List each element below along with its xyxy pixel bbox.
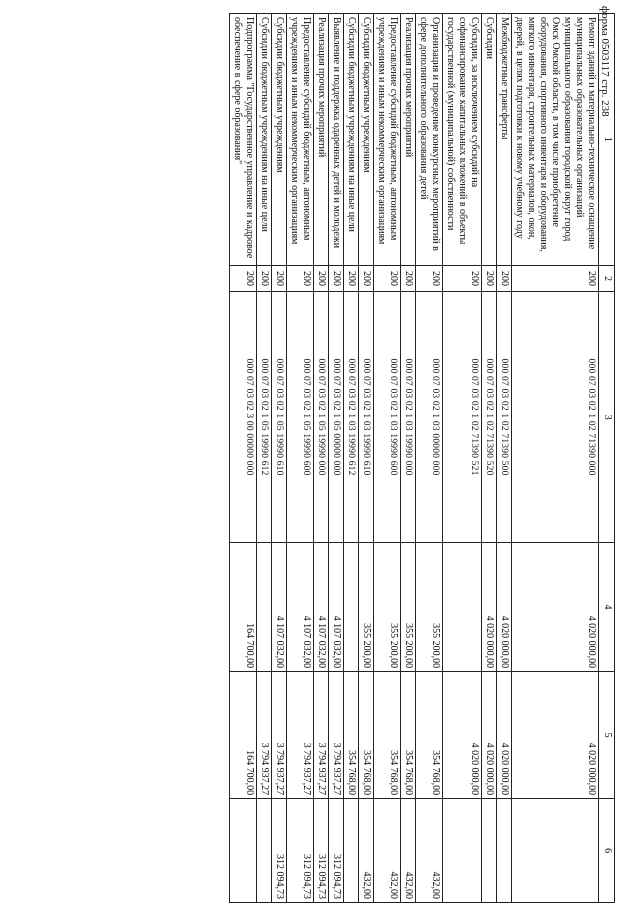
expense-name-cell: Выявление и поддержка одаренных детей и молодежи: [329, 14, 344, 266]
table-row: [314, 14, 329, 903]
unexecuted-amount-cell: [482, 799, 497, 903]
budget-classification-code-cell: 000 07 03 02 1 03 19990 610: [359, 292, 374, 542]
unexecuted-amount-cell: [230, 799, 257, 903]
line-code-cell: 200: [401, 265, 416, 292]
table-row: [374, 14, 401, 903]
table-row: [401, 14, 416, 903]
budget-classification-code-cell: 000 07 03 02 1 05 19990 610: [272, 292, 287, 542]
approved-amount-cell: 4 020 000,00: [512, 542, 599, 671]
approved-amount-cell: 4 020 000,00: [482, 542, 497, 671]
approved-amount-cell: [257, 542, 272, 671]
executed-amount-cell: 354 768,00: [359, 672, 374, 799]
approved-amount-cell: 4 020 000,00: [497, 542, 512, 671]
line-code-cell: 200: [374, 265, 401, 292]
line-code-cell: 200: [314, 265, 329, 292]
column-number: 2: [599, 265, 615, 292]
expense-name-cell: Межбюджетные трансферты: [497, 14, 512, 266]
table-row: [344, 14, 359, 903]
budget-classification-code-cell: 000 07 03 02 1 05 19990 600: [287, 292, 314, 542]
unexecuted-amount-cell: 312 094,73: [287, 799, 314, 903]
expense-name-cell: Реализация прочих мероприятий: [314, 14, 329, 266]
approved-amount-cell: [443, 542, 482, 671]
budget-classification-code-cell: 000 07 03 02 1 02 71390 500: [497, 292, 512, 542]
expense-name-cell: Субсидии, за исключением субсидий на софинансирование капитальных вложений в объекты государственной (муниципальной) собственности: [443, 14, 482, 266]
unexecuted-amount-cell: 432,00: [416, 799, 443, 903]
approved-amount-cell: 164 700,00: [230, 542, 257, 671]
line-code-cell: 200: [287, 265, 314, 292]
line-code-cell: 200: [443, 265, 482, 292]
executed-amount-cell: 354 768,00: [344, 672, 359, 799]
approved-amount-cell: 4 107 032,00: [329, 542, 344, 671]
expense-name-cell: Подпрограмма "Государственное управление и кадровое обеспечение в сфере образования": [230, 14, 257, 266]
column-number: 1: [599, 14, 615, 266]
line-code-cell: 200: [257, 265, 272, 292]
approved-amount-cell: 4 107 032,00: [272, 542, 287, 671]
line-code-cell: 200: [512, 265, 599, 292]
expense-name-cell: Предоставление субсидий бюджетным, автономным учреждениям и иным некоммерческим организациям: [374, 14, 401, 266]
table-row: [512, 14, 599, 903]
expense-name-cell: Реализация прочих мероприятий: [401, 14, 416, 266]
column-number: 4: [599, 542, 615, 671]
unexecuted-amount-cell: [512, 799, 599, 903]
budget-classification-code-cell: 000 07 03 02 1 02 71390 520: [482, 292, 497, 542]
rotated-report-page: [229, 13, 615, 903]
budget-classification-code-cell: 000 07 03 02 1 02 71390 000: [512, 292, 599, 542]
executed-amount-cell: 3 794 937,27: [329, 672, 344, 799]
executed-amount-cell: 4 020 000,00: [497, 672, 512, 799]
line-code-cell: 200: [359, 265, 374, 292]
line-code-cell: 200: [230, 265, 257, 292]
unexecuted-amount-cell: 312 094,73: [314, 799, 329, 903]
column-number: 5: [599, 672, 615, 799]
table-row: [497, 14, 512, 903]
approved-amount-cell: 355 200,00: [359, 542, 374, 671]
table-row: [272, 14, 287, 903]
executed-amount-cell: 354 768,00: [374, 672, 401, 799]
executed-amount-cell: 354 768,00: [416, 672, 443, 799]
unexecuted-amount-cell: 312 094,73: [329, 799, 344, 903]
column-number: 6: [599, 799, 615, 903]
budget-classification-code-cell: 000 07 03 02 3 00 00000 000: [230, 292, 257, 542]
approved-amount-cell: 4 107 032,00: [314, 542, 329, 671]
expense-name-cell: Субсидии бюджетным учреждениям: [359, 14, 374, 266]
expense-name-cell: Субсидии бюджетным учреждениям на иные цели: [344, 14, 359, 266]
budget-classification-code-cell: 000 07 03 02 1 05 00000 000: [329, 292, 344, 542]
column-number: 3: [599, 292, 615, 542]
budget-classification-code-cell: 000 07 03 02 1 05 19990 612: [257, 292, 272, 542]
table-row: [416, 14, 443, 903]
expense-name-cell: Субсидии бюджетным учреждениям: [272, 14, 287, 266]
executed-amount-cell: 4 020 000,00: [482, 672, 497, 799]
table-row: [443, 14, 482, 903]
executed-amount-cell: 3 794 937,27: [272, 672, 287, 799]
line-code-cell: 200: [344, 265, 359, 292]
unexecuted-amount-cell: [497, 799, 512, 903]
line-code-cell: 200: [329, 265, 344, 292]
expense-name-cell: Субсидии: [482, 14, 497, 266]
unexecuted-amount-cell: [344, 799, 359, 903]
table-body: [230, 14, 599, 903]
line-code-cell: 200: [272, 265, 287, 292]
table-row: [329, 14, 344, 903]
executed-amount-cell: 4 020 000,00: [512, 672, 599, 799]
budget-classification-code-cell: 000 07 03 02 1 03 19990 612: [344, 292, 359, 542]
unexecuted-amount-cell: 432,00: [401, 799, 416, 903]
table-row: [359, 14, 374, 903]
unexecuted-amount-cell: [443, 799, 482, 903]
expense-name-cell: Ремонт зданий и материально-техническое оснащение муниципальных образовательных организаций муниципального образования городской округ город Омск Омской области, в том числе приобретение оборудования, спортивного инвентаря и оборудования, мягкого инвентаря, строительных материалов, окон, дверей, в целях подготовки к новому учебному году: [512, 14, 599, 266]
approved-amount-cell: 355 200,00: [374, 542, 401, 671]
unexecuted-amount-cell: 312 094,73: [272, 799, 287, 903]
executed-amount-cell: 354 768,00: [401, 672, 416, 799]
budget-classification-code-cell: 000 07 03 02 1 03 00000 000: [416, 292, 443, 542]
line-code-cell: 200: [497, 265, 512, 292]
budget-classification-code-cell: 000 07 03 02 1 03 19990 600: [374, 292, 401, 542]
budget-classification-code-cell: 000 07 03 02 1 05 19990 000: [314, 292, 329, 542]
approved-amount-cell: 355 200,00: [416, 542, 443, 671]
table-row: [287, 14, 314, 903]
table-row: [482, 14, 497, 903]
table-row: [230, 14, 257, 903]
executed-amount-cell: 3 794 937,27: [257, 672, 272, 799]
approved-amount-cell: 4 107 032,00: [287, 542, 314, 671]
executed-amount-cell: 3 794 937,27: [314, 672, 329, 799]
executed-amount-cell: 3 794 937,27: [287, 672, 314, 799]
budget-classification-code-cell: 000 07 03 02 1 03 19990 000: [401, 292, 416, 542]
unexecuted-amount-cell: [257, 799, 272, 903]
budget-execution-table: [229, 13, 615, 903]
approved-amount-cell: 355 200,00: [401, 542, 416, 671]
line-code-cell: 200: [482, 265, 497, 292]
unexecuted-amount-cell: 432,00: [359, 799, 374, 903]
form-number-label: форма 0503117 стр. 238: [599, 6, 611, 117]
unexecuted-amount-cell: 432,00: [374, 799, 401, 903]
expense-name-cell: Субсидии бюджетным учреждениям на иные цели: [257, 14, 272, 266]
approved-amount-cell: [344, 542, 359, 671]
line-code-cell: 200: [416, 265, 443, 292]
executed-amount-cell: 4 020 000,00: [443, 672, 482, 799]
expense-name-cell: Предоставление субсидий бюджетным, автономным учреждениям и иным некоммерческим организациям: [287, 14, 314, 266]
table-row: [257, 14, 272, 903]
executed-amount-cell: 164 700,00: [230, 672, 257, 799]
expense-name-cell: Организация и проведение конкурсных мероприятий в сфере дополнительного образования детей: [416, 14, 443, 266]
column-number-row: [599, 14, 615, 903]
budget-classification-code-cell: 000 07 03 02 1 02 71390 521: [443, 292, 482, 542]
